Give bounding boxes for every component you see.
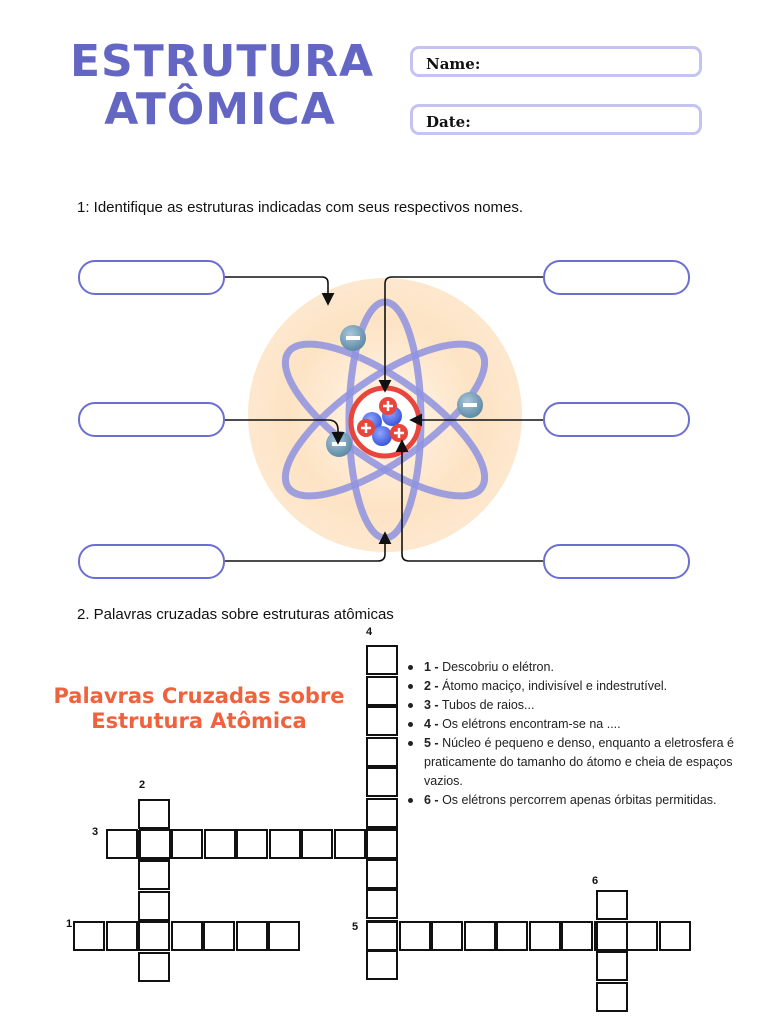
crossword-number-3: 3 [92, 826, 99, 838]
label-box-top-right[interactable] [543, 260, 690, 295]
crossword-cell-word-1[interactable] [73, 921, 105, 951]
clue-5: 5 - Núcleo é pequeno e denso, enquanto a eletrosfera é praticamente do tamanho do átomo e cheia de espaços vazios. [405, 734, 735, 791]
label-box-bottom-right[interactable] [543, 544, 690, 579]
crossword-number-1: 1 [66, 918, 73, 930]
electron-minus-icon [326, 431, 352, 457]
name-label: Name: [426, 55, 481, 73]
crossword-cell-word-6[interactable] [596, 921, 628, 951]
crossword-cell-word-3[interactable] [236, 829, 268, 859]
crossword-cell-word-1[interactable] [236, 921, 268, 951]
electron-minus-icon [340, 325, 366, 351]
question-2: 2. Palavras cruzadas sobre estruturas atômicas [77, 606, 394, 623]
crossword-cell-word-5[interactable] [431, 921, 463, 951]
label-box-bottom-left[interactable] [78, 544, 225, 579]
proton-plus-icon [357, 419, 375, 437]
crossword-cell-word-2[interactable] [138, 891, 170, 921]
arrow-icon [225, 277, 328, 301]
crossword-cell-word-1[interactable] [171, 921, 203, 951]
crossword-cell-word-6[interactable] [596, 890, 628, 920]
crossword-cell-word-3[interactable] [171, 829, 203, 859]
proton-plus-icon [390, 424, 408, 442]
crossword-number-6: 6 [592, 875, 599, 887]
crossword-cell-word-3[interactable] [139, 829, 171, 859]
crossword-cell-word-4[interactable] [366, 950, 398, 980]
crossword-cell-word-2[interactable] [138, 952, 170, 982]
crossword-title [40, 684, 358, 734]
crossword-cell-word-6[interactable] [596, 982, 628, 1012]
clue-1: 1 - Descobriu o elétron. [405, 658, 735, 677]
crossword-number-4: 4 [366, 626, 373, 638]
label-box-middle-left[interactable] [78, 402, 225, 437]
crossword-title-line-2: Estrutura Atômica [91, 709, 307, 733]
crossword-cell-word-4[interactable] [366, 859, 398, 889]
crossword-number-5: 5 [352, 921, 359, 933]
crossword-cell-word-5[interactable] [659, 921, 691, 951]
crossword-cell-word-5[interactable] [561, 921, 593, 951]
crossword-cell-word-1[interactable] [106, 921, 138, 951]
crossword-cell-word-2[interactable] [138, 799, 170, 829]
crossword-cell-word-3[interactable] [106, 829, 138, 859]
crossword-cell-word-6[interactable] [596, 951, 628, 981]
clue-6: 6 - Os elétrons percorrem apenas órbitas permitidas. [405, 791, 735, 810]
crossword-cell-word-1[interactable] [203, 921, 235, 951]
crossword-cell-word-4[interactable] [366, 798, 398, 828]
crossword-cell-word-3[interactable] [269, 829, 301, 859]
clue-3: 3 - Tubos de raios... [405, 696, 735, 715]
clue-list [405, 658, 735, 810]
proton-plus-icon [379, 397, 397, 415]
title-line-2: ATÔMICA [104, 84, 336, 135]
date-label: Date: [426, 113, 471, 131]
crossword-cell-word-4[interactable] [366, 889, 398, 919]
crossword-cell-word-4[interactable] [366, 706, 398, 736]
crossword-cell-word-1[interactable] [138, 921, 170, 951]
crossword-cell-word-4[interactable] [366, 767, 398, 797]
crossword-cell-word-4[interactable] [366, 676, 398, 706]
crossword-cell-word-5[interactable] [529, 921, 561, 951]
clue-4: 4 - Os elétrons encontram-se na .... [405, 715, 735, 734]
crossword-cell-word-5[interactable] [399, 921, 431, 951]
crossword-cell-word-5[interactable] [626, 921, 658, 951]
crossword-cell-word-5[interactable] [464, 921, 496, 951]
label-box-middle-right[interactable] [543, 402, 690, 437]
crossword-title-line-1: Palavras Cruzadas sobre [53, 684, 345, 708]
crossword-cell-word-3[interactable] [204, 829, 236, 859]
crossword-cell-word-1[interactable] [268, 921, 300, 951]
crossword-cell-word-4[interactable] [366, 645, 398, 675]
title-line-1: ESTRUTURA [70, 36, 375, 87]
crossword-cell-word-5[interactable] [496, 921, 528, 951]
crossword-number-2: 2 [139, 779, 146, 791]
question-1: 1: Identifique as estruturas indicadas com seus respectivos nomes. [77, 199, 524, 216]
crossword-cell-word-3[interactable] [301, 829, 333, 859]
crossword-cell-word-5[interactable] [366, 921, 398, 951]
crossword-cell-word-4[interactable] [366, 737, 398, 767]
clue-2: 2 - Átomo maciço, indivisível e indestrutível. [405, 677, 735, 696]
electron-minus-icon [457, 392, 483, 418]
crossword-cell-word-2[interactable] [138, 860, 170, 890]
crossword-cell-word-3[interactable] [366, 829, 398, 859]
label-box-top-left[interactable] [78, 260, 225, 295]
crossword-cell-word-3[interactable] [334, 829, 366, 859]
